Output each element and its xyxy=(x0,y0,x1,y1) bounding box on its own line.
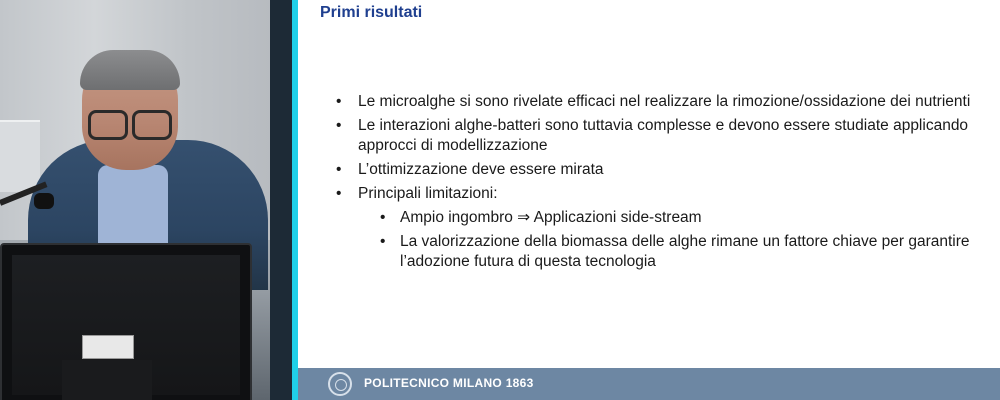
footer-brand: POLITECNICO MILANO 1863 xyxy=(364,376,534,390)
sub-bullet-list xyxy=(358,208,986,272)
slide-title: Primi risultati xyxy=(320,4,423,21)
monitor-stand xyxy=(62,360,152,400)
bullet-item: • L’ottimizzazione deve essere mirata xyxy=(336,160,986,180)
speaker-shirt xyxy=(98,165,168,245)
speaker-hair xyxy=(80,50,180,90)
sub-bullet-item: • La valorizzazione della biomassa delle alghe rimane un fattore chiave per garantire l’adozione futura di questa tecnologia xyxy=(380,232,986,272)
bullet-text: Principali limitazioni: xyxy=(358,185,498,202)
bullet-item-limitations xyxy=(336,184,986,272)
bullet-item: • Le interazioni alghe-batteri sono tuttavia complesse e devono essere studiate applicando approcci di modellizzazione xyxy=(336,116,986,156)
presentation-slide xyxy=(298,0,1000,400)
slide-footer xyxy=(298,368,1000,400)
bullet-item: • Le microalghe si sono rivelate efficaci nel realizzare la rimozione/ossidazione dei nutrienti xyxy=(336,92,986,112)
background-shelf xyxy=(0,120,40,192)
university-seal-icon xyxy=(328,372,352,396)
monitor-sticker xyxy=(82,335,134,359)
bullet-list xyxy=(336,92,986,276)
microphone-icon xyxy=(34,193,54,209)
sub-bullet-item: • Ampio ingombro ⇒ Applicazioni side-stream xyxy=(380,208,986,228)
speaker-video-feed xyxy=(0,0,270,400)
speaker-glasses xyxy=(88,110,172,136)
desk-monitor xyxy=(0,243,252,400)
